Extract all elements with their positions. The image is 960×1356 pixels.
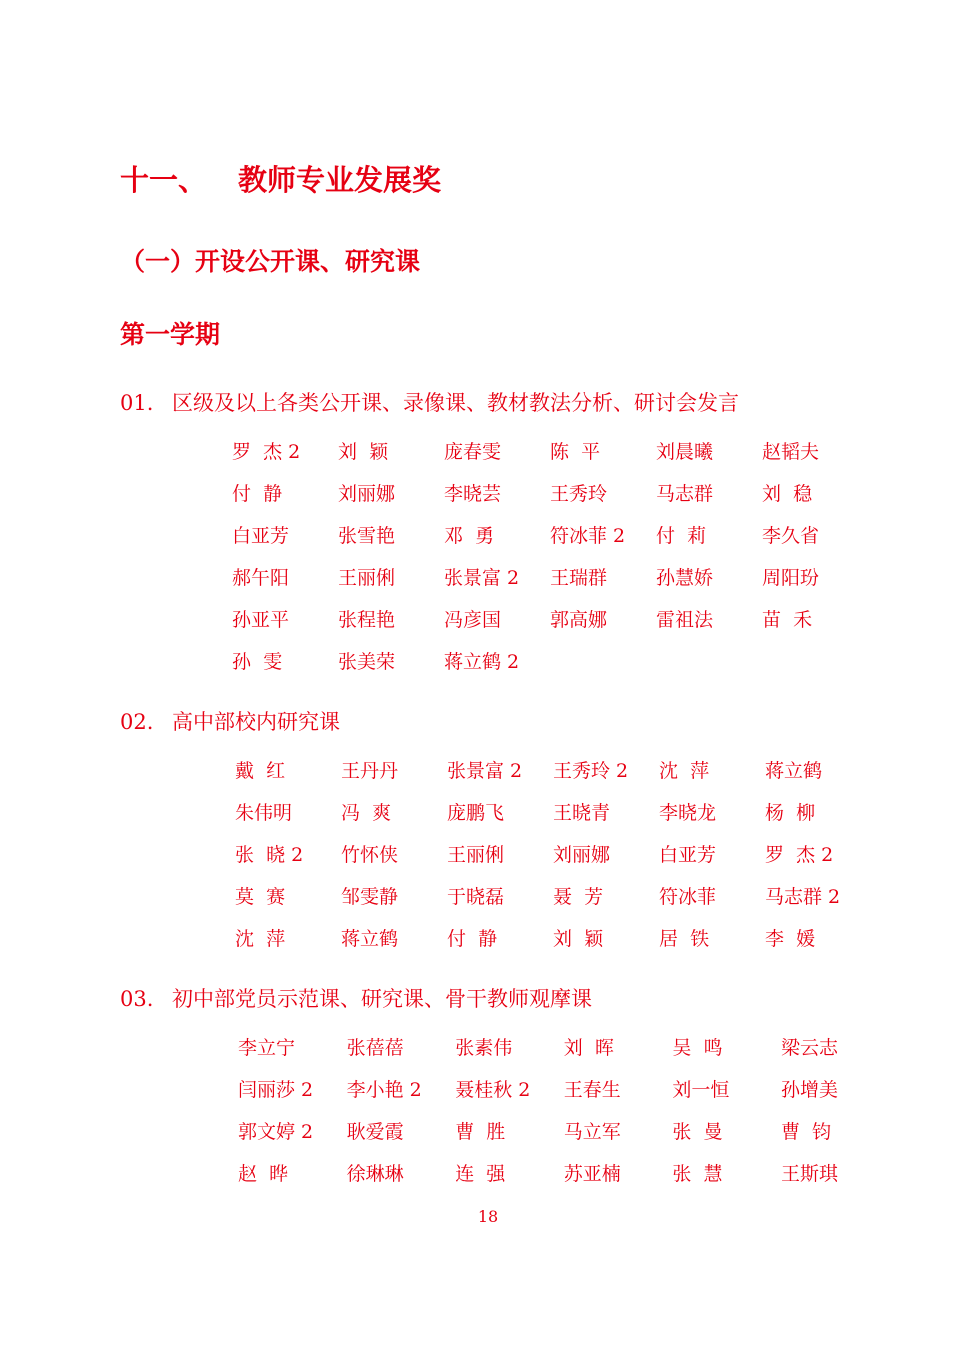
section-title-02 (120, 706, 340, 736)
teacher-name: 刘 晖 (563, 1037, 614, 1059)
teacher-name: 孙增美 (780, 1079, 838, 1101)
teacher-name: 庞鹏飞 (447, 802, 505, 824)
teacher-name: 徐琳琳 (346, 1163, 404, 1185)
teacher-name: 张 慧 (672, 1163, 723, 1185)
teacher-name: 罗 杰 2 (232, 441, 301, 463)
teacher-name: 刘 稳 (762, 483, 813, 505)
page-heading (120, 158, 441, 199)
teacher-name: 连 强 (455, 1163, 506, 1185)
teacher-name: 王丹丹 (341, 760, 399, 782)
teacher-name: 闫丽莎 2 (238, 1079, 314, 1101)
teacher-name: 邓 勇 (444, 525, 495, 547)
teacher-name: 耿爱霞 (346, 1121, 404, 1143)
teacher-name: 杨 柳 (765, 802, 816, 824)
section-number: 02. (120, 710, 154, 734)
section-title-01 (120, 387, 739, 417)
teacher-name: 周阳玢 (762, 567, 820, 589)
teacher-name: 曹 钧 (780, 1121, 832, 1143)
name-grid-02 (235, 750, 871, 960)
teacher-name: 莫 赛 (235, 886, 286, 908)
teacher-name: 雷祖法 (656, 609, 714, 631)
teacher-name: 白亚芳 (659, 844, 717, 866)
teacher-name: 刘晨曦 (656, 441, 714, 463)
section-title: 初中部党员示范课、研究课、骨干教师观摩课 (172, 987, 592, 1011)
teacher-name: 王晓青 (553, 802, 611, 824)
teacher-name: 刘丽娜 (553, 844, 611, 866)
teacher-name: 曹 胜 (455, 1121, 506, 1143)
teacher-name: 符冰菲 2 (550, 525, 626, 547)
teacher-name: 蒋立鹤 (341, 928, 399, 950)
teacher-name: 张程艳 (338, 609, 396, 631)
heading-title: 教师专业发展奖 (238, 163, 442, 197)
teacher-name: 郝午阳 (232, 567, 290, 589)
teacher-name: 陈 平 (550, 441, 601, 463)
section-title: 高中部校内研究课 (172, 710, 340, 734)
teacher-name: 苏亚楠 (563, 1163, 621, 1185)
teacher-name: 马立军 (563, 1121, 621, 1143)
name-grid-01 (232, 431, 868, 683)
teacher-name: 于晓磊 (447, 886, 505, 908)
teacher-name: 孙亚平 (232, 609, 290, 631)
teacher-name: 王丽俐 (447, 844, 505, 866)
teacher-name: 罗 杰 2 (765, 844, 834, 866)
semester-title: 第一学期 (120, 320, 221, 349)
teacher-name: 王秀玲 (550, 483, 608, 505)
teacher-name: 刘 颖 (553, 928, 604, 950)
subheading: （一）开设公开课、研究课 (120, 247, 421, 276)
teacher-name: 王斯琪 (780, 1163, 838, 1185)
teacher-name: 张素伟 (455, 1037, 513, 1059)
section-title: 区级及以上各类公开课、录像课、教材教法分析、研讨会发言 (172, 391, 739, 415)
teacher-name: 沈 萍 (659, 760, 710, 782)
teacher-name: 李 媛 (765, 928, 816, 950)
teacher-name: 沈 萍 (235, 928, 286, 950)
teacher-name: 王秀玲 2 (553, 760, 629, 782)
teacher-name: 戴 红 (235, 760, 286, 782)
teacher-name: 马志群 2 (765, 886, 841, 908)
section-number: 01. (120, 391, 154, 415)
teacher-name: 郭高娜 (550, 609, 608, 631)
teacher-name: 赵 晔 (238, 1163, 289, 1185)
teacher-name: 聂桂秋 2 (455, 1079, 531, 1101)
section-number: 03. (120, 987, 154, 1011)
teacher-name: 李小艳 2 (346, 1079, 422, 1101)
teacher-name: 苗 禾 (762, 609, 813, 631)
heading-number: 十一、 (120, 163, 208, 197)
teacher-name: 付 静 (232, 483, 283, 505)
teacher-name: 张 晓 2 (235, 844, 304, 866)
page-number: 18 (477, 1207, 499, 1226)
teacher-name: 符冰菲 (659, 886, 717, 908)
teacher-name: 张景富 2 (444, 567, 520, 589)
name-grid-03 (238, 1027, 890, 1195)
teacher-name: 白亚芳 (232, 525, 290, 547)
teacher-name: 梁云志 (780, 1037, 838, 1059)
teacher-name: 吴 鸣 (672, 1037, 723, 1059)
teacher-name: 马志群 (656, 483, 714, 505)
teacher-name: 刘 颖 (338, 441, 389, 463)
teacher-name: 蒋立鹤 2 (444, 651, 520, 673)
teacher-name: 庞春雯 (444, 441, 502, 463)
teacher-name: 王春生 (563, 1079, 621, 1101)
teacher-name: 竹怀侠 (341, 844, 399, 866)
teacher-name: 张景富 2 (447, 760, 523, 782)
teacher-name: 李立宁 (238, 1037, 296, 1059)
teacher-name: 王瑞群 (550, 567, 608, 589)
teacher-name: 李久省 (762, 525, 820, 547)
teacher-name: 蒋立鹤 (765, 760, 823, 782)
section-title-03 (120, 983, 592, 1013)
teacher-name: 冯 爽 (341, 802, 392, 824)
teacher-name: 张蓓蓓 (346, 1037, 404, 1059)
teacher-name: 李晓龙 (659, 802, 717, 824)
teacher-name: 李晓芸 (444, 483, 502, 505)
teacher-name: 王丽俐 (338, 567, 396, 589)
teacher-name: 孙 雯 (232, 651, 283, 673)
teacher-name: 孙慧娇 (656, 567, 714, 589)
teacher-name: 张雪艳 (338, 525, 396, 547)
teacher-name: 郭文婷 2 (238, 1121, 314, 1143)
teacher-name: 朱伟明 (235, 802, 293, 824)
teacher-name: 张 曼 (672, 1121, 723, 1143)
teacher-name: 刘丽娜 (338, 483, 396, 505)
teacher-name: 冯彦国 (444, 609, 502, 631)
teacher-name: 赵韬夫 (762, 441, 820, 463)
teacher-name: 张美荣 (338, 651, 396, 673)
teacher-name: 付 莉 (656, 525, 707, 547)
teacher-name: 付 静 (447, 928, 498, 950)
teacher-name: 聂 芳 (553, 886, 604, 908)
teacher-name: 居 铁 (659, 928, 710, 950)
teacher-name: 邹雯静 (341, 886, 399, 908)
teacher-name: 刘一恒 (672, 1079, 730, 1101)
